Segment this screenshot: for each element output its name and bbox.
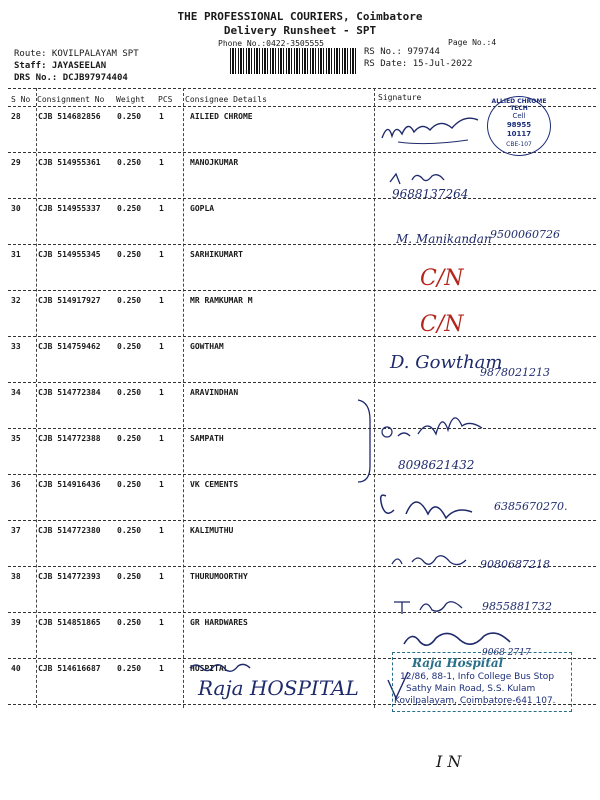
row-pcs: 1: [159, 112, 164, 121]
row-weight: 0.250: [117, 296, 142, 305]
row-pcs: 1: [159, 158, 164, 167]
table-row: [0, 246, 600, 292]
hospital-stamp-name: Raja Hospital: [412, 656, 504, 670]
row-consignment: CJB 514851865: [38, 618, 101, 627]
row-consignment: CJB 514759462: [38, 342, 101, 351]
row-weight: 0.250: [117, 250, 142, 259]
row-consignment: CJB 514955337: [38, 204, 101, 213]
row-pcs: 1: [159, 664, 164, 673]
row-consignee: KALIMUTHU: [190, 526, 234, 535]
row-weight: 0.250: [117, 526, 142, 535]
row-pcs: 1: [159, 342, 164, 351]
row-divider: [8, 244, 596, 245]
stamp-text: 10117: [506, 130, 532, 138]
row-consignment: CJB 514772380: [38, 526, 101, 535]
header-top-rule: [8, 88, 596, 89]
row-consignment: CJB 514917927: [38, 296, 101, 305]
row-sno: 36: [11, 480, 21, 489]
row-consignment: CJB 514772384: [38, 388, 101, 397]
row-consignment: CJB 514955361: [38, 158, 101, 167]
row-sno: 35: [11, 434, 21, 443]
footer-mark: I N: [436, 752, 462, 771]
row-sno: 29: [11, 158, 21, 167]
col-consignment: Consignment No: [37, 95, 105, 104]
row-consignment: CJB 514955345: [38, 250, 101, 259]
row-weight: 0.250: [117, 572, 142, 581]
signature-33-phone: 9878021213: [480, 366, 550, 379]
row-consignment: CJB 514916436: [38, 480, 101, 489]
row-divider: [8, 336, 596, 337]
row-sno: 38: [11, 572, 21, 581]
row-pcs: 1: [159, 204, 164, 213]
row-consignee: SAMPATH: [190, 434, 224, 443]
row-pcs: 1: [159, 434, 164, 443]
row-consignee: THURUMOORTHY: [190, 572, 248, 581]
signature-37-phone: 9080687218: [480, 558, 550, 571]
stamp-text: ALLIED CHROME TECH: [491, 98, 547, 112]
row-consignee: GOPLA: [190, 204, 215, 213]
row-pcs: 1: [159, 296, 164, 305]
row-sno: 31: [11, 250, 21, 259]
runsheet-title: Delivery Runsheet - SPT: [223, 24, 377, 37]
row-weight: 0.250: [117, 664, 142, 673]
signature-38-phone: 9855881732: [482, 600, 552, 613]
col-weight: Weight: [116, 95, 145, 104]
signature-30-phone: 9500060726: [490, 228, 560, 241]
row-divider: [8, 290, 596, 291]
row-consignment: CJB 514682856: [38, 112, 101, 121]
row-consignment: CJB 514616687: [38, 664, 101, 673]
row-sno: 32: [11, 296, 21, 305]
row-consignee: HOSPITAL: [190, 664, 229, 673]
row-consignee: MANOJKUMAR: [190, 158, 239, 167]
row-pcs: 1: [159, 526, 164, 535]
row-divider: [8, 382, 596, 383]
row-consignee: VK CEMENTS: [190, 480, 239, 489]
row-pcs: 1: [159, 250, 164, 259]
stamp-text: 98955: [506, 121, 532, 129]
signature-29-phone: 9688137264: [392, 187, 469, 201]
table-row: [0, 154, 600, 200]
row-sno: 39: [11, 618, 21, 627]
barcode: [230, 48, 358, 74]
col-signature: Signature: [378, 93, 422, 102]
row-weight: 0.250: [117, 618, 142, 627]
row-pcs: 1: [159, 480, 164, 489]
signature-33-name: D. Gowtham: [390, 352, 503, 373]
table-row: [0, 476, 600, 522]
row-pcs: 1: [159, 618, 164, 627]
rs-date: RS Date: 15-Jul-2022: [364, 59, 473, 69]
row-consignee: MR RAMKUMAR M: [190, 296, 253, 305]
table-row: [0, 384, 600, 430]
row-sno: 34: [11, 388, 21, 397]
row-consignment: CJB 514772388: [38, 434, 101, 443]
drs-number: DRS No.: DCJB97974404: [14, 73, 128, 83]
row-pcs: 1: [159, 388, 164, 397]
route: Route: KOVILPALAYAM SPT: [14, 49, 139, 59]
hospital-stamp-address: Kovilpalayam, Coimbatore-641 107.: [394, 696, 556, 706]
col-consignee: Consignee Details: [185, 95, 267, 104]
row-consignee: GOWTHAM: [190, 342, 224, 351]
row-consignment: CJB 514772393: [38, 572, 101, 581]
row-consignee: ARAVINDHAN: [190, 388, 239, 397]
hospital-stamp-address: 12/86, 88-1, Info College Bus Stop: [400, 672, 555, 682]
row-sno: 40: [11, 664, 21, 673]
row-divider: [8, 520, 596, 521]
stamp-text: Cell: [512, 112, 526, 120]
company-name: THE PROFESSIONAL COURIERS, Coimbatore: [177, 10, 423, 23]
col-pcs: PCS: [158, 95, 173, 104]
phone-number: Phone No.:0422-3505555: [218, 39, 324, 48]
row-divider: [8, 198, 596, 199]
signature-40-written: Raja HOSPITAL: [198, 676, 359, 700]
signature-31-cn: C/N: [420, 266, 464, 291]
table-row: [0, 430, 600, 476]
row-weight: 0.250: [117, 342, 142, 351]
col-sno: S No: [11, 95, 31, 104]
row-sno: 28: [11, 112, 21, 121]
hospital-stamp-address: Sathy Main Road, S.S. Kulam: [406, 684, 536, 694]
row-weight: 0.250: [117, 158, 142, 167]
row-consignee: GR HARDWARES: [190, 618, 248, 627]
rs-number: RS No.: 979744: [364, 47, 440, 57]
row-sno: 37: [11, 526, 21, 535]
staff: Staff: JAYASEELAN: [14, 61, 107, 71]
row-sno: 30: [11, 204, 21, 213]
signature-36-phone: 6385670270.: [494, 500, 568, 513]
signature-35-phone: 8098621432: [398, 458, 475, 472]
table-row: [0, 292, 600, 338]
row-weight: 0.250: [117, 480, 142, 489]
page-number: Page No.:4: [448, 38, 497, 47]
signature-39-phone: 9068 2717: [482, 648, 531, 658]
row-divider: [8, 428, 596, 429]
row-consignee: SARHIKUMART: [190, 250, 243, 259]
signature-30-name: M. Manikandan: [396, 232, 492, 246]
row-sno: 33: [11, 342, 21, 351]
stamp-text: CBE-107: [506, 141, 532, 148]
row-consignee: AILIED CHROME: [190, 112, 253, 121]
row-weight: 0.250: [117, 434, 142, 443]
row-pcs: 1: [159, 572, 164, 581]
row-divider: [8, 474, 596, 475]
row-weight: 0.250: [117, 388, 142, 397]
row-weight: 0.250: [117, 112, 142, 121]
signature-32-cn: C/N: [420, 312, 464, 337]
row-weight: 0.250: [117, 204, 142, 213]
